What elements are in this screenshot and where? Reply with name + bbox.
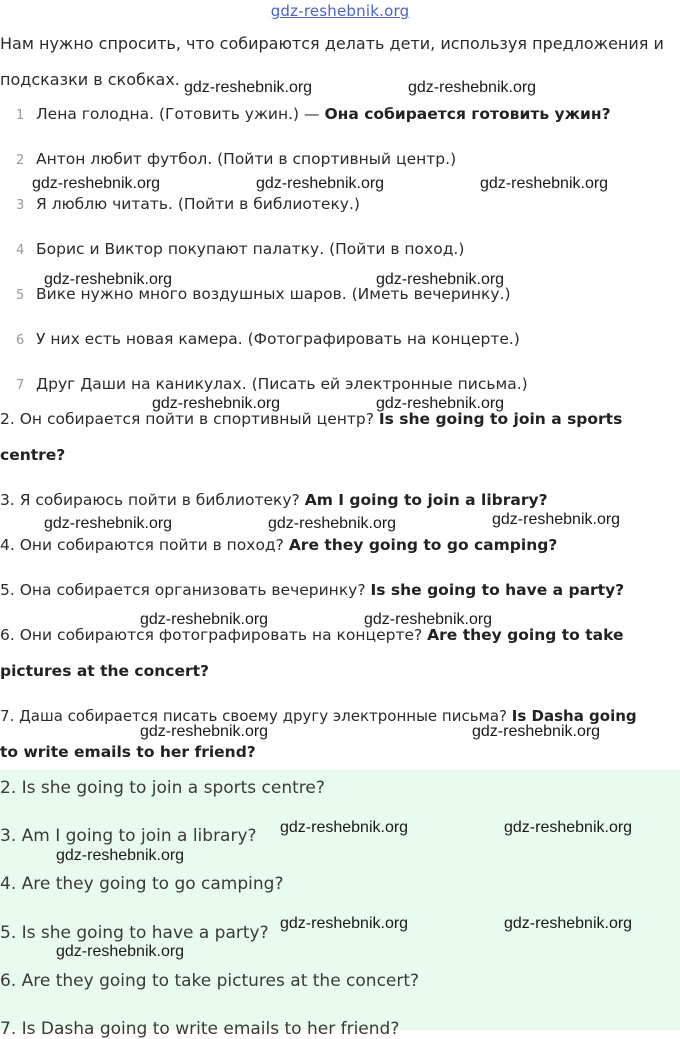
green-answer: 6. Are they going to take pictures at the concert? — [0, 971, 420, 991]
answer-en: Is Dasha going — [511, 707, 637, 725]
answer-en: Is she going to have a party? — [370, 581, 625, 599]
green-answer: 7. Is Dasha going to write emails to her friend? — [0, 1019, 400, 1039]
answer-ru: 4. Они собираются пойти в поход? — [0, 536, 289, 554]
green-answer: 3. Am I going to join a library? — [0, 826, 257, 846]
watermark: gdz-reshebnik.org — [280, 819, 409, 836]
watermark: gdz-reshebnik.org — [504, 915, 633, 932]
watermark: gdz-reshebnik.org — [472, 723, 601, 740]
task-text: Борис и Виктор покупают палатку. (Пойти в поход.) — [36, 240, 465, 258]
watermark: gdz-reshebnik.org — [480, 175, 609, 192]
task-answer: Она собирается готовить ужин? — [324, 105, 611, 123]
answer-line — [0, 410, 622, 428]
task-text: Друг Даши на каникулах. (Писать ей электронные письма.) — [36, 375, 528, 393]
answer-ru: 6. Они собираются фотографировать на концерте? — [0, 626, 428, 644]
site-header-link[interactable]: gdz-reshebnik.org — [270, 2, 410, 20]
green-answer: 4. Are they going to go camping? — [0, 874, 284, 894]
task-number: 6 — [16, 333, 25, 348]
intro-line-2: подсказки в скобках. — [0, 70, 180, 89]
watermark: gdz-reshebnik.org — [492, 511, 621, 528]
answer-ru: 3. Я собираюсь пойти в библиотеку? — [0, 491, 305, 509]
task-item — [36, 105, 611, 123]
answer-highlight-box — [0, 770, 680, 1030]
answer-en: Are they going to take — [427, 626, 624, 644]
task-number: 1 — [16, 108, 25, 123]
answer-line — [0, 491, 548, 509]
watermark: gdz-reshebnik.org — [184, 79, 313, 96]
task-number: 4 — [16, 243, 25, 258]
watermark: gdz-reshebnik.org — [408, 79, 537, 96]
answer-en: Are they going to go camping? — [288, 536, 558, 554]
watermark: gdz-reshebnik.org — [44, 271, 173, 288]
task-text: Вике нужно много воздушных шаров. (Иметь вечеринку.) — [36, 285, 511, 303]
watermark: gdz-reshebnik.org — [140, 723, 269, 740]
task-number: 7 — [16, 378, 25, 393]
answer-ru: 7. Даша собирается писать своему другу электронные письма? — [0, 707, 512, 725]
task-text: У них есть новая камера. (Фотографировать на концерте.) — [36, 330, 520, 348]
watermark: gdz-reshebnik.org — [280, 915, 409, 932]
answer-line — [0, 626, 624, 644]
task-text: Лена голодна. (Готовить ужин.) — — [36, 105, 325, 123]
watermark: gdz-reshebnik.org — [140, 611, 269, 628]
task-text: Я люблю читать. (Пойти в библиотеку.) — [36, 195, 360, 213]
watermark: gdz-reshebnik.org — [504, 819, 633, 836]
watermark: gdz-reshebnik.org — [376, 395, 505, 412]
watermark: gdz-reshebnik.org — [256, 175, 385, 192]
green-answer: 2. Is she going to join a sports centre? — [0, 778, 325, 798]
task-text: Антон любит футбол. (Пойти в спортивный центр.) — [36, 150, 457, 168]
answer-line — [0, 536, 557, 554]
watermark: gdz-reshebnik.org — [376, 271, 505, 288]
task-number: 5 — [16, 288, 25, 303]
answer-line — [0, 581, 624, 599]
intro-line-1: Нам нужно спросить, что собираются делать дети, используя предложения и — [0, 34, 664, 53]
green-answer: 5. Is she going to have a party? — [0, 923, 269, 943]
watermark: gdz-reshebnik.org — [44, 515, 173, 532]
watermark: gdz-reshebnik.org — [152, 395, 281, 412]
answer-en: Is she going to join a sports — [378, 410, 623, 428]
answer-ru: 5. Она собирается организовать вечеринку? — [0, 581, 371, 599]
watermark: gdz-reshebnik.org — [56, 943, 185, 960]
watermark: gdz-reshebnik.org — [268, 515, 397, 532]
answer-en-continuation: to write emails to her friend? — [0, 743, 256, 761]
answer-en: Am I going to join a library? — [304, 491, 548, 509]
task-number: 3 — [16, 198, 25, 213]
answer-en-continuation: centre? — [0, 446, 66, 464]
task-number: 2 — [16, 153, 25, 168]
watermark: gdz-reshebnik.org — [56, 847, 185, 864]
answer-en-continuation: pictures at the concert? — [0, 662, 210, 680]
answer-ru: 2. Он собирается пойти в спортивный центр? — [0, 410, 379, 428]
watermark: gdz-reshebnik.org — [364, 611, 493, 628]
watermark: gdz-reshebnik.org — [32, 175, 161, 192]
